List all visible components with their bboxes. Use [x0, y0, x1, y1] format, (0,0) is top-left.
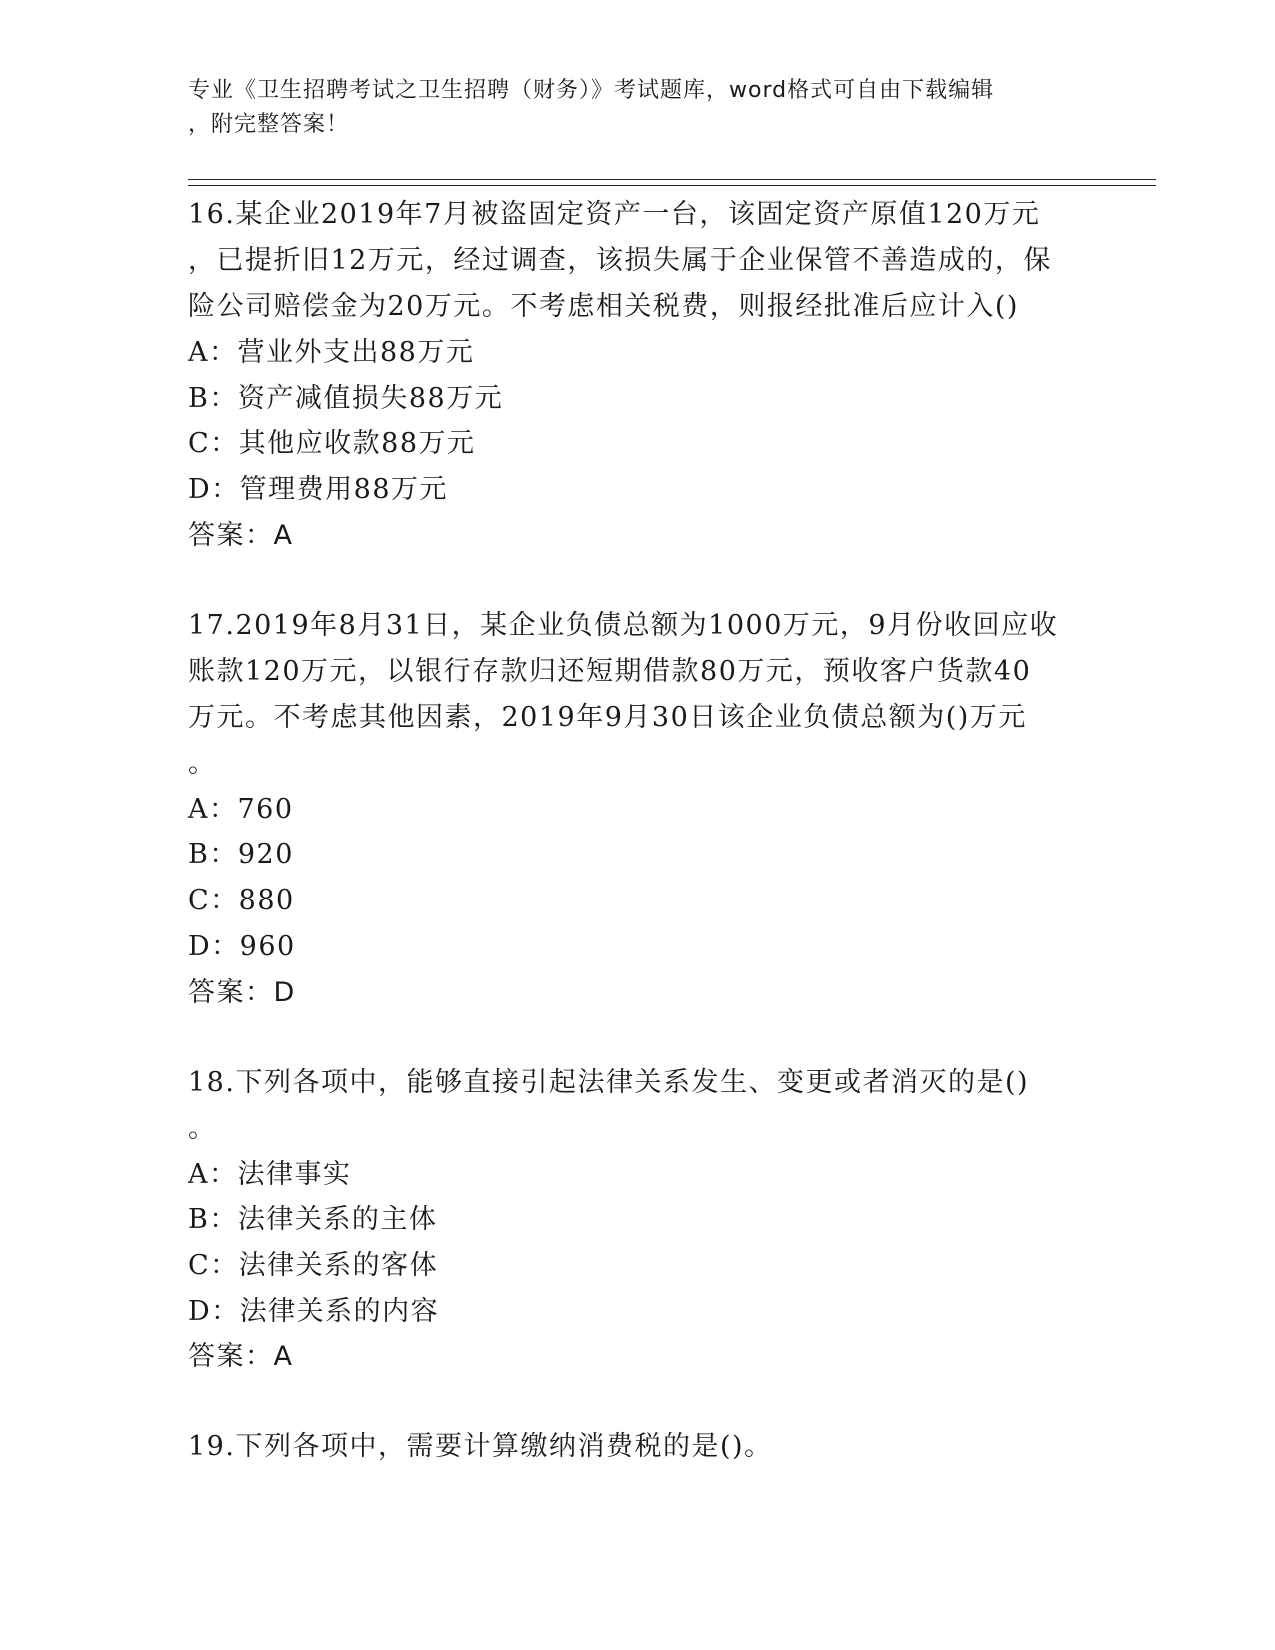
- question-text-line: 险公司赔偿金为20万元。不考虑相关税费，则报经批准后应计入(): [188, 291, 1019, 322]
- header-divider-top: [188, 179, 1156, 180]
- option-a: A：760: [188, 793, 294, 825]
- question-19: [188, 1424, 1088, 1470]
- question-text-line: 万元。不考虑其他因素，2019年9月30日该企业负债总额为()万元: [188, 701, 1027, 733]
- option-c: C：880: [188, 885, 295, 917]
- question-17: [188, 603, 1088, 1016]
- answer-line: 答案：D: [188, 976, 296, 1008]
- question-text-line: 18.下列各项中，能够直接引起法律关系发生、变更或者消灭的是(): [188, 1066, 1030, 1098]
- question-spacer: [188, 1016, 1088, 1060]
- question-18: [188, 1060, 1088, 1381]
- option-d: D：960: [188, 930, 296, 962]
- option-d: D：法律关系的内容: [188, 1295, 440, 1327]
- option-d: D：管理费用88万元: [188, 474, 449, 506]
- question-text-line: 。: [188, 747, 217, 779]
- answer-line: 答案：A: [188, 1341, 294, 1373]
- option-b: B：法律关系的主体: [188, 1204, 438, 1236]
- answer-line: 答案：A: [188, 519, 294, 551]
- question-list: [188, 192, 1088, 1470]
- header-line: ，附完整答案！: [188, 112, 350, 137]
- option-b: B：资产减值损失88万元: [188, 382, 504, 414]
- option-b: B：920: [188, 839, 294, 871]
- question-spacer: [188, 559, 1088, 603]
- option-a: A：营业外支出88万元: [188, 337, 475, 368]
- document-header-note: [188, 74, 1068, 142]
- header-divider-bottom: [188, 185, 1156, 186]
- header-line: 专业《卫生招聘考试之卫生招聘（财务）》考试题库，word格式可自由下载编辑: [188, 78, 995, 103]
- question-text-line: 账款120万元，以银行存款归还短期借款80万元，预收客户货款40: [188, 655, 1032, 687]
- question-text-line: 。: [188, 1112, 217, 1144]
- question-text-line: 16.某企业2019年7月被盗固定资产一台，该固定资产原值120万元: [188, 199, 1041, 230]
- option-c: C：其他应收款88万元: [188, 428, 476, 460]
- question-text-line: 19.下列各项中，需要计算缴纳消费税的是()。: [188, 1431, 773, 1463]
- option-a: A：法律事实: [188, 1158, 352, 1190]
- question-spacer: [188, 1380, 1088, 1424]
- option-c: C：法律关系的客体: [188, 1249, 439, 1281]
- question-text-line: 17.2019年8月31日，某企业负债总额为1000万元，9月份收回应收: [188, 609, 1059, 641]
- question-16: [188, 192, 1088, 559]
- question-text-line: ，已提折旧12万元，经过调查，该损失属于企业保管不善造成的，保: [188, 245, 1052, 276]
